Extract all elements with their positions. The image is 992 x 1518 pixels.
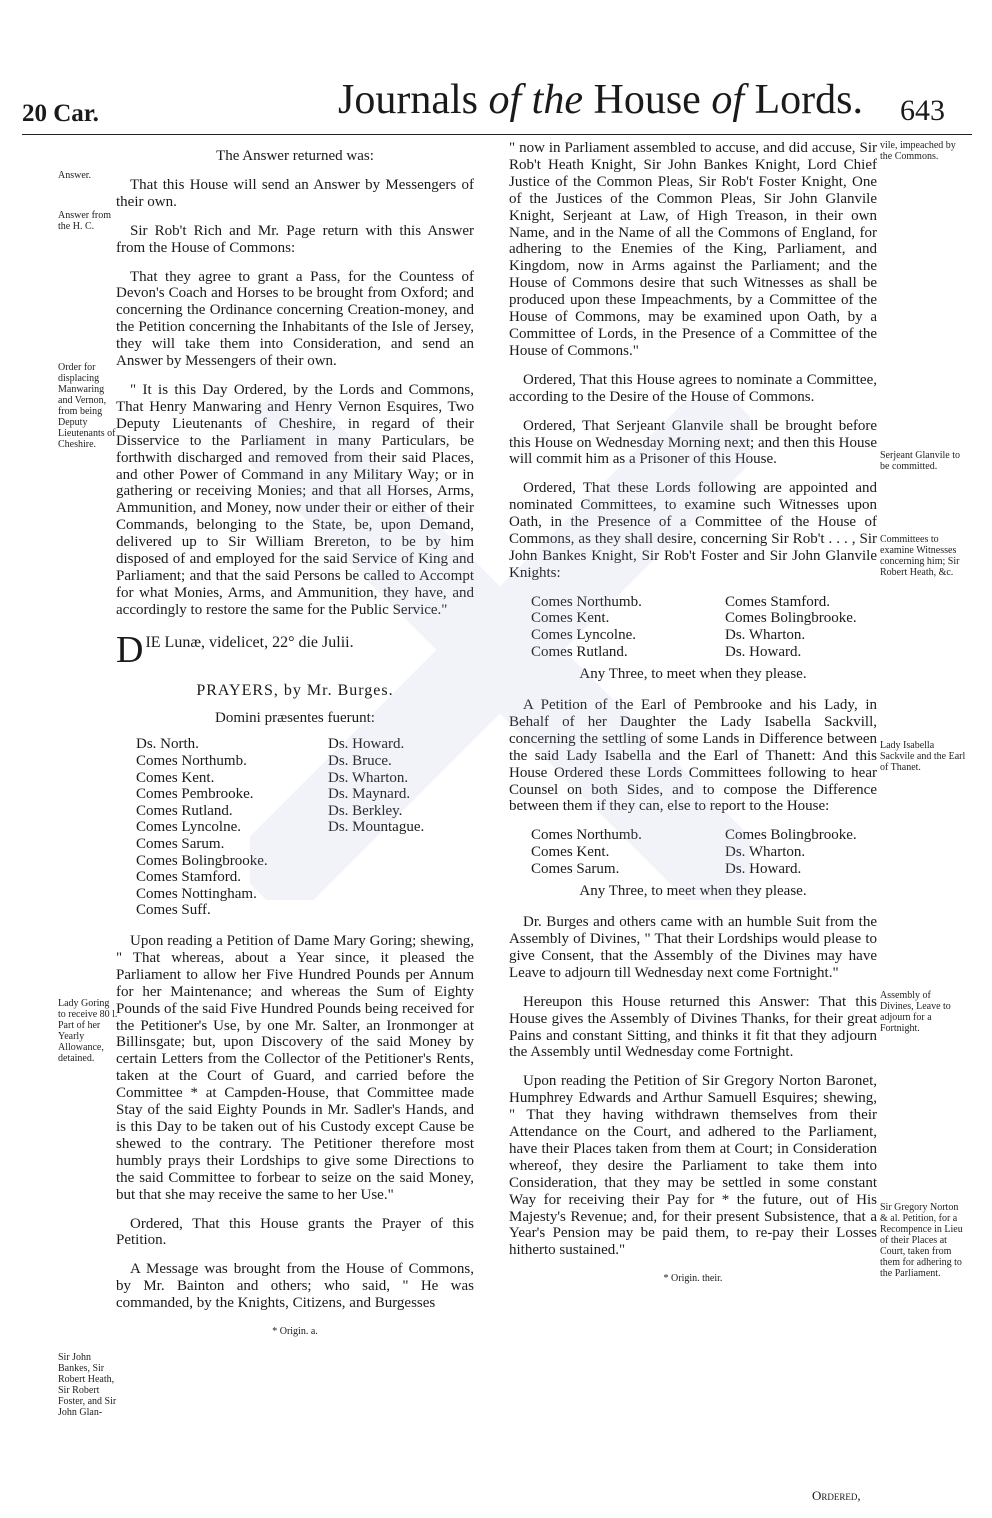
attendance-list — [136, 736, 474, 919]
attendee: Comes Kent. — [136, 769, 215, 786]
attendee: Ds. Howard. — [328, 736, 405, 753]
committee-member: Ds. Howard. — [725, 643, 802, 660]
committee-member: Comes Rutland. — [531, 643, 628, 660]
present-line: Domini præsentes fuerunt: — [215, 709, 375, 726]
committee-member: Comes Lyncolne. — [531, 626, 636, 643]
paragraph: Ordered, That this House agrees to nominate a Committee, according to the Desire of the House of Commons. — [509, 371, 877, 405]
paragraph: Hereupon this House returned this Answer: That this House gives the Assembly of Divines Thanks, for their great Pains and constant Sitting, and thinks it fit that they adjourn the Assembly until Wednesday come Fortnight. — [509, 993, 877, 1061]
committee-column-2 — [725, 827, 875, 877]
paragraph: A Petition of the Earl of Pembrooke and his Lady, in Behalf of her Daughter the Lady Isabella Sackvill, concerning the settling of some Lands in Difference between the said Lady Isabella and the Earl of Thanett: And this House Ordered these Lords Committees following to hear Counsel on both Sides, and to compose the Difference between them if they can, else to report to the House: — [509, 697, 877, 815]
attendee: Comes Lyncolne. — [136, 819, 241, 836]
page-number: 643 — [900, 94, 945, 127]
attendee: Comes Northumb. — [136, 753, 247, 770]
attendee: Comes Pembrooke. — [136, 786, 254, 803]
paragraph: " now in Parliament assembled to accuse, and did accuse, Sir Rob't Heath Knight, Sir John Bankes Knight, Lord Chief Justice of the Common Pleas, Sir Rob't Foster Knight, One of the Justices of the Common Pleas, Sir John Glanvile Knight, Serjeant at Law, of High Treason, in their own Name, and in the Name of all the Commons of England, for adhering to the Enemies of the King, Parliament, and Kingdom, now in Arms against the Parliament; and the House of Commons desire that such Witnesses as shall be produced upon these Impeachments, by a Committee of the House of Commons, may be examined upon Oath, by a Committee of Lords, in the Presence of a Committee of the House of Commons." — [509, 140, 877, 359]
day-heading — [116, 628, 474, 671]
drop-cap: D — [116, 628, 144, 671]
journal-title — [338, 76, 863, 124]
left-column — [116, 148, 474, 1341]
committee-member: Ds. Wharton. — [725, 843, 806, 860]
committee-list — [531, 827, 877, 877]
committee-member: Ds. Wharton. — [725, 626, 806, 643]
running-head-left: 20 Car. — [22, 100, 99, 127]
title-part: House — [582, 77, 712, 123]
committee-member: Comes Kent. — [531, 843, 610, 860]
attendee: Ds. Mountague. — [328, 819, 425, 836]
attendee: Comes Nottingham. — [136, 885, 257, 902]
footnote: * Origin. a. — [272, 1326, 318, 1338]
margin-note: Committees to examine Witnesses concerning him; Sir Robert Heath, &c. — [880, 534, 960, 578]
margin-note: Serjeant Glanvile to be committed. — [880, 450, 960, 472]
attendee: Comes Rutland. — [136, 802, 233, 819]
paragraph: Upon reading the Petition of Sir Gregory Norton Baronet, Humphrey Edwards and Arthur Samuell Esquires; shewing, " That they having withdrawn themselves from their Attendance on the Court, and adhered to the Parliament, have their Places taken from them at Court; in Consideration whereof, they desire the Parliament to take them into Consideration, that they may be settled in some constant Way for receiving their Pay for * the future, out of His Majesty's Revenue; and, for their present Subsistence, that a Year's Pension may be paid them, to re-pay their Losses hitherto sustained." — [509, 1073, 877, 1259]
right-column — [509, 140, 877, 1288]
margin-note: Order for displacing Manwaring and Vernon, from being Deputy Lieutenants of Cheshire. — [58, 362, 116, 450]
paragraph: Sir Rob't Rich and Mr. Page return with this Answer from the House of Commons: — [116, 222, 474, 256]
paragraph: A Message was brought from the House of Commons, by Mr. Bainton and others; who said, " He was commanded, by the Knights, Citizens, and Burgesses — [116, 1261, 474, 1312]
margin-note: vile, impeached by the Commons. — [880, 140, 956, 162]
paragraph: Ordered, That these Lords following are appointed and nominated Committees, to examine such Witnesses upon Oath, in the Presence of a Committee of the House of Commons, as they shall desire, concerning Sir Rob't . . . , Sir John Bankes Knight, Sir Rob't Foster and Sir John Glanvile Knights: — [509, 480, 877, 581]
attendee: Ds. Wharton. — [328, 769, 409, 786]
margin-note: Lady Goring to receive 80 l. Part of her Yearly Allowance, detained. — [58, 998, 118, 1064]
title-part: Journals — [338, 77, 489, 123]
paragraph: Ordered, That this House grants the Prayer of this Petition. — [116, 1215, 474, 1249]
paragraph: That this House will send an Answer by Messengers of their own. — [116, 176, 474, 210]
committee-column-2 — [725, 594, 875, 660]
margin-note: Answer from the H. C. — [58, 210, 112, 232]
attendee: Comes Suff. — [136, 902, 211, 919]
attendee: Ds. Maynard. — [328, 786, 411, 803]
paragraph: That they agree to grant a Pass, for the Countess of Devon's Coach and Horses to be brought from Oxford; and concerning the Ordinance concerning Creation-money, and the Petition concerning the Inhabitants of the Isle of Jersey, they will take them into Consideration, and send an Answer by Messengers of their own. — [116, 268, 474, 370]
attendee: Ds. Bruce. — [328, 753, 392, 770]
paragraph: Dr. Burges and others came with an humble Suit from the Assembly of Divines, " That their Lordships would please to give Consent, that the Assembly of the Divines may have Leave to adjourn till Wednesday next come Fortnight." — [509, 914, 877, 981]
margin-note: Answer. — [58, 170, 92, 181]
attendee: Comes Sarum. — [136, 836, 225, 853]
margin-note: Lady Isabella Sackvile and the Earl of Thanet. — [880, 740, 966, 773]
day-heading-text: IE Lunæ, videlicet, 22° die Julii. — [145, 633, 354, 651]
committee-member: Comes Northumb. — [531, 827, 642, 844]
title-part: Lords. — [743, 77, 863, 123]
margin-note: Sir John Bankes, Sir Robert Heath, Sir Robert Foster, and Sir John Glan- — [58, 1352, 117, 1418]
margin-note: Assembly of Divines, Leave to adjourn for a Fortnight. — [880, 990, 951, 1034]
paragraph: The Answer returned was: — [216, 148, 374, 164]
paragraph: " It is this Day Ordered, by the Lords and Commons, That Henry Manwaring and Henry Vernon Esquires, Two Deputy Lieutenants of Cheshire, in regard of their Disservice to the Parliament in many Particulars, be forthwith discharged and removed from their said Places, and other Power of Command in any Military Way; or in gathering or receiving Monies; and that all Horses, Arms, Ammunition, and Money, now under their or either of their Commands, belonging to the State, be, upon Demand, delivered up to Sir William Brereton, to be by him disposed of and employed for the said Service of King and Parliament; and that the said Persons be called to Accompt for what Monies, Arms, and Ammunition, they have, and accordingly to restore the same for the Public Service." — [116, 381, 474, 618]
committee-member: Comes Bolingbrooke. — [725, 827, 857, 844]
header-rule — [22, 134, 972, 135]
committee-column-1 — [531, 827, 681, 877]
paragraph: Ordered, That Serjeant Glanvile shall be brought before this House on Wednesday Morning next; and then this House will commit him as a Prisoner of this House. — [509, 417, 877, 468]
committee-member: Comes Kent. — [531, 610, 610, 627]
attendee: Comes Bolingbrooke. — [136, 852, 268, 869]
footnote: * Origin. their. — [663, 1273, 723, 1285]
committee-member: Comes Stamford. — [725, 593, 830, 610]
committee-member: Comes Sarum. — [531, 860, 620, 877]
attendance-column-2 — [328, 736, 468, 919]
committee-member: Comes Bolingbrooke. — [725, 610, 857, 627]
committee-member: Ds. Howard. — [725, 860, 802, 877]
committee-list — [531, 594, 877, 660]
catchword: Ordered, — [812, 1488, 861, 1503]
title-part: of the — [488, 77, 583, 123]
meeting-note: Any Three, to meet when they please. — [579, 666, 807, 683]
attendee: Ds. North. — [136, 736, 199, 753]
attendee: Ds. Berkley. — [328, 802, 403, 819]
page-header — [0, 70, 992, 128]
paragraph: Upon reading a Petition of Dame Mary Goring; shewing, " That whereas, about a Year since, it pleased the Parliament to allow her Five Hundred Pounds per Annum for her Maintenance; and whereas the Sum of Eighty Pounds of the said Five Hundred Pounds being received for the Petitioner's Use, by one Mr. Salter, an Ironmonger at Billinsgate; but, upon Discovery of the said Money by certain Letters from the Collector of the Petitioner's Rents, taken at the Court of Guard, and carried before the Committee * at Campden-House, that Committee made Stay of the said Eighty Pounds in Mr. Sadler's Hands, and is this Day to be taken out of his Custody except Cause be shewed to the contrary. The Petitioner therefore most humbly prays their Lordships to give some Directions to the said Committee to forbear to seize on the said Money, but that she may receive the same to her Use." — [116, 933, 474, 1203]
committee-column-1 — [531, 594, 681, 660]
attendee: Comes Stamford. — [136, 869, 241, 886]
committee-member: Comes Northumb. — [531, 593, 642, 610]
title-part: of — [711, 77, 744, 123]
margin-note: Sir Gregory Norton & al. Petition, for a Recompence in Lieu of their Places at Court, taken from them for adhering to the Parliament. — [880, 1202, 963, 1279]
meeting-note: Any Three, to meet when they please. — [579, 883, 807, 900]
prayers-line: PRAYERS, by Mr. Burges. — [196, 681, 394, 699]
attendance-column-1 — [136, 736, 296, 919]
